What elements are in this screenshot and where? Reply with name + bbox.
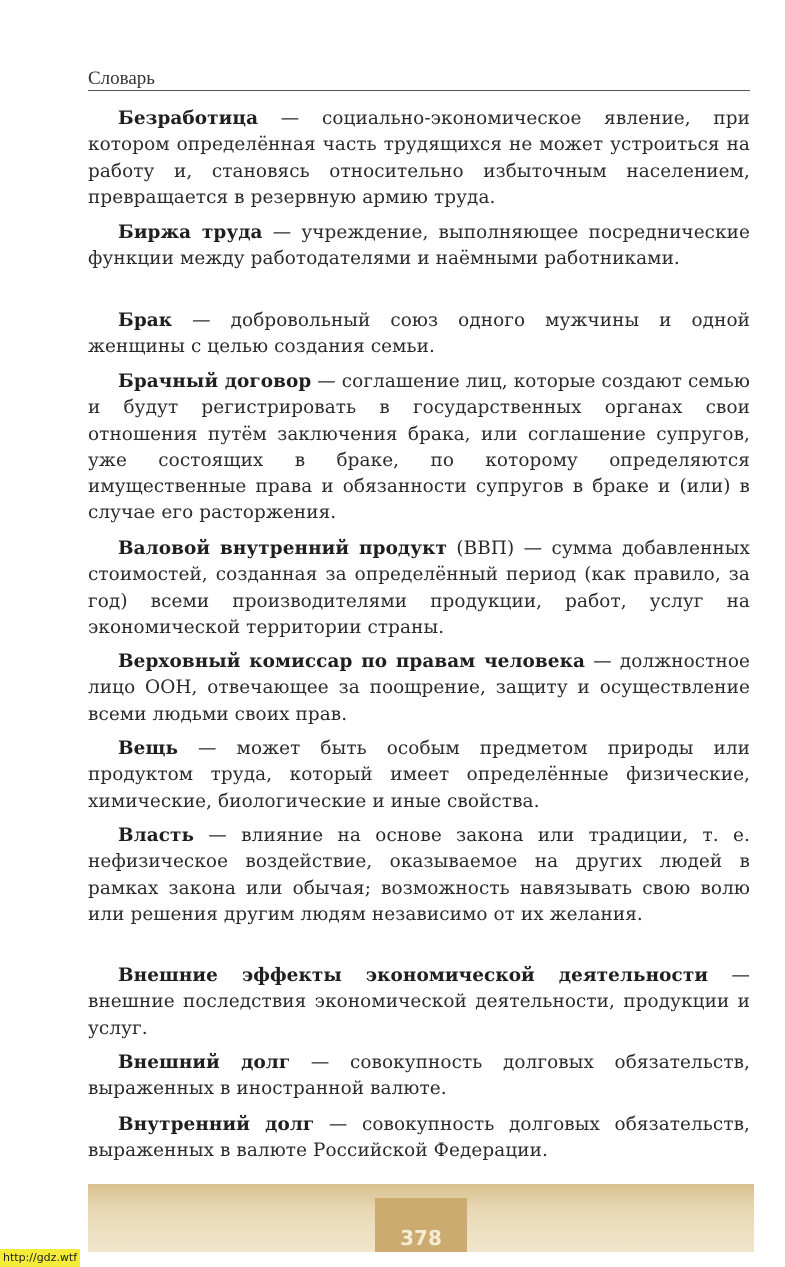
entry-definition: — может быть особым предметом природы или продуктом труда, который имеет определённые физические, химические, биологические и иные свойства. (88, 738, 750, 812)
dictionary-entry (88, 308, 750, 361)
dictionary-entry (88, 106, 750, 211)
entry-definition: (ВВП) — сумма добавленных стоимостей, созданная за определённый период (как правило, за год) всеми производителями продукции, работ, услуг на экономической территории страны. (88, 538, 750, 638)
dictionary-entry (88, 369, 750, 527)
entry-definition: — совокупность долговых обязательств, выраженных в иностранной валюте. (88, 1052, 751, 1100)
entry-term: Биржа труда (118, 222, 263, 243)
entry-term: Внешний долг (118, 1052, 291, 1073)
dictionary-entry (88, 536, 750, 641)
dictionary-entry (88, 736, 750, 815)
entry-term: Власть (118, 825, 195, 846)
dictionary-entry (88, 1112, 750, 1165)
entry-term: Внешние эффекты экономической деятельности (118, 965, 709, 986)
entry-definition: — учреждение, выполняющее посреднические функции между работодателями и наёмными работниками. (88, 222, 751, 270)
entry-term: Брачный договор (118, 371, 312, 392)
entry-term: Валовой внутренний продукт (118, 538, 448, 559)
entry-term: Вещь (118, 738, 179, 759)
entry-definition: — внешние последствия экономической деятельности, продукции и услуг. (88, 965, 751, 1039)
dictionary-entry (88, 823, 750, 928)
entry-term: Брак (118, 310, 173, 331)
entry-term: Верховный комиссар по правам человека (118, 651, 585, 672)
entry-definition: — совокупность долговых обязательств, выраженных в валюте Российской Федерации. (88, 1114, 750, 1162)
entry-definition: — соглашение лиц, которые создают семью и будут регистрировать в государственных органах свои отношения путём заключения брака, или соглашение супругов, уже состоящих в браке, по которому определяются имущественные права и обязанности супругов в браке и (или) в случае его расторжения. (88, 371, 750, 524)
dictionary-entry (88, 649, 750, 728)
running-header (88, 66, 750, 91)
dictionary-entry (88, 963, 750, 1042)
entry-definition: — социально-экономическое явление, при котором определённая часть трудящихся не может устроиться на работу и, становясь относительно избыточным населением, превращается в резервную армию труда. (88, 108, 750, 208)
entry-definition: — добровольный союз одного мужчины и одной женщины с целью создания семьи. (88, 310, 750, 358)
header-title: Словарь (88, 68, 155, 89)
dictionary-entry (88, 1050, 750, 1103)
entry-definition: — влияние на основе закона или традиции, т. е. нефизическое воздействие, оказываемое на других людей в рамках закона или обычая; возможность навязывать свою волю или решения другим людям независимо от их желания. (88, 825, 750, 925)
entry-definition: — должностное лицо ООН, отвечающее за поощрение, защиту и осуществление всеми людьми своих прав. (88, 651, 750, 725)
entry-term: Внутренний долг (118, 1114, 315, 1135)
dictionary-entry (88, 220, 750, 273)
watermark-link[interactable]: http://gdz.wtf (0, 1249, 80, 1267)
entry-term: Безработица (118, 108, 259, 129)
page-number: 378 (400, 1226, 442, 1250)
